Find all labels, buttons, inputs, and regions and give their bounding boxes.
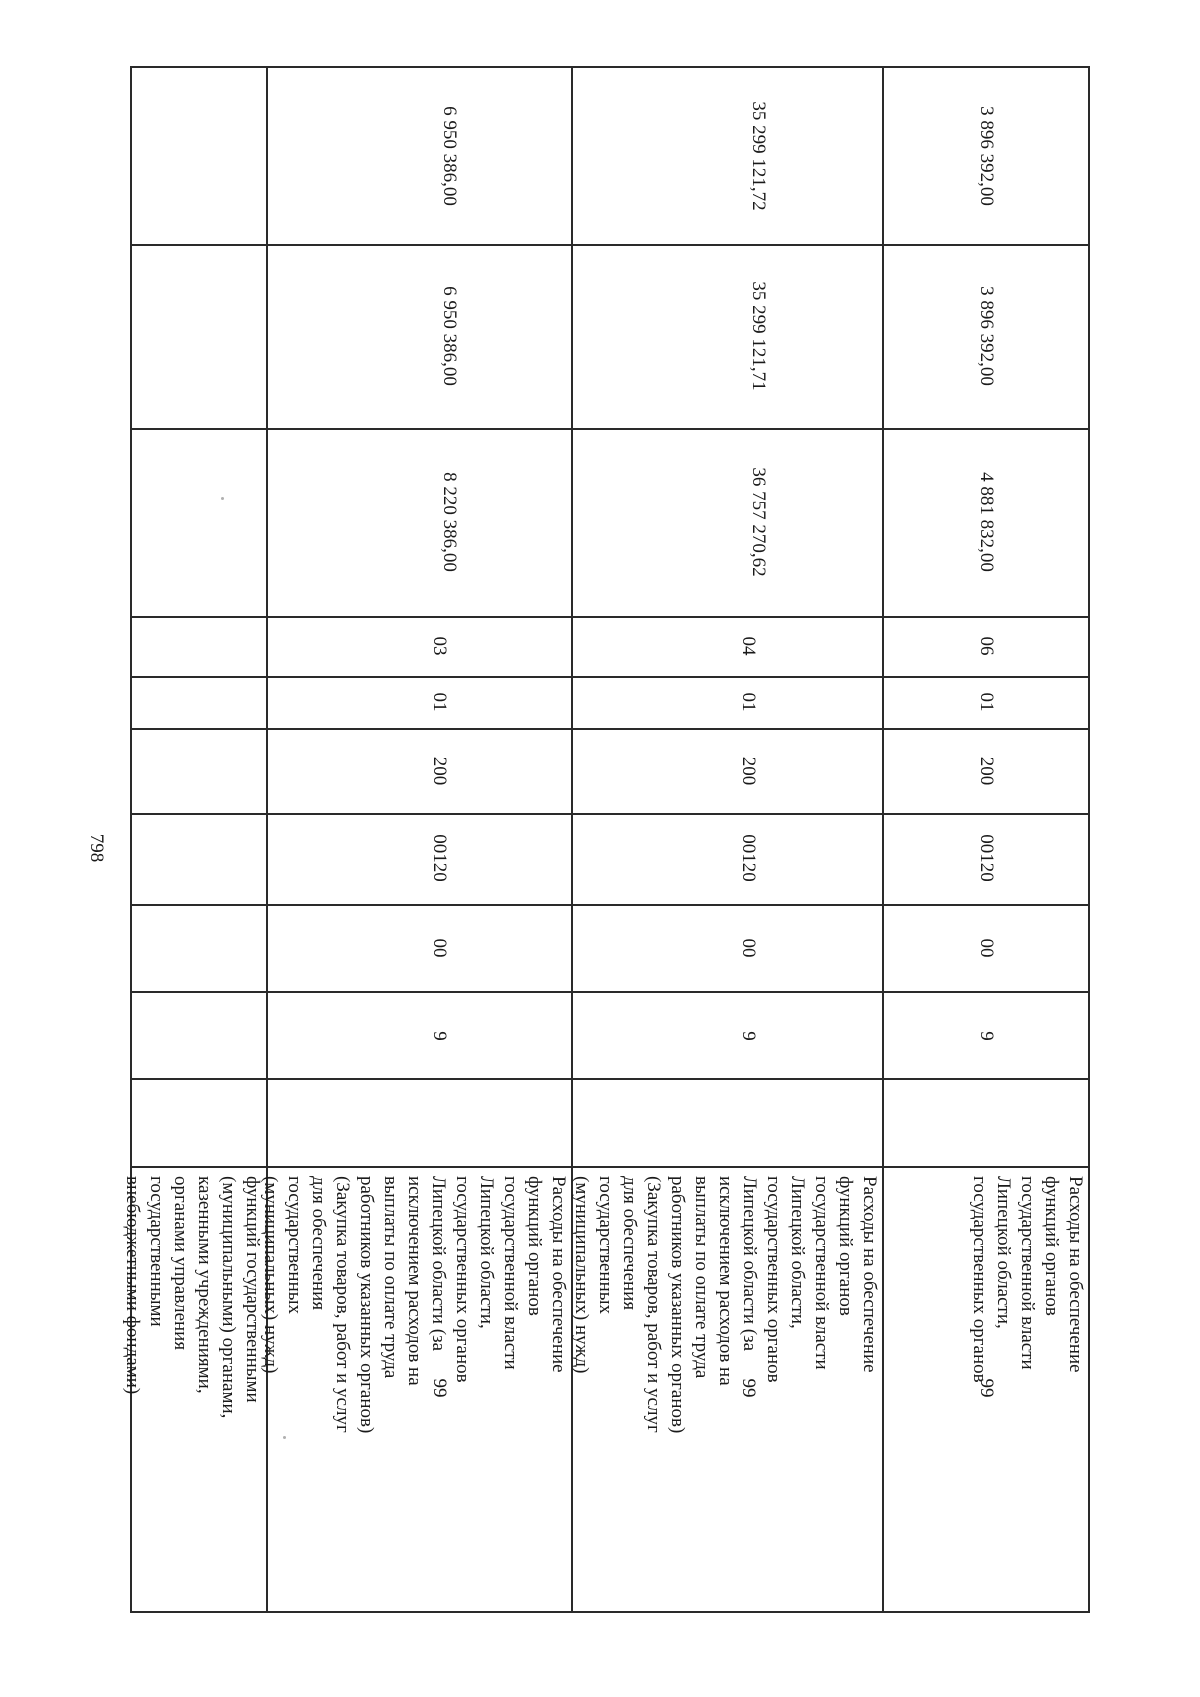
code-cell: 00 <box>976 938 997 958</box>
subsection-cell: 03 <box>429 636 450 656</box>
code-cell: 9 <box>976 1031 997 1041</box>
amount-cell: 35 299 121,72 <box>748 101 769 211</box>
table-border-right <box>1088 66 1090 1613</box>
column-divider <box>130 676 1090 678</box>
column-divider <box>130 428 1090 430</box>
amount-cell: 3 896 392,00 <box>976 286 997 386</box>
amount-cell: 35 299 121,71 <box>748 281 769 391</box>
column-divider <box>130 813 1090 815</box>
amount-cell: 6 950 386,00 <box>439 286 460 386</box>
section-cell: 01 <box>976 692 997 712</box>
column-divider <box>130 616 1090 618</box>
code-cell: 00120 <box>738 834 759 882</box>
scan-speck <box>283 1436 286 1439</box>
column-divider <box>130 244 1090 246</box>
row-description: Расходы на обеспечение функций органов государственной власти Липецкой области, государственных органов Липецкой области (за исключением расходов на выплаты по оплате труда работников указанных органов) (Закупка товаров, работ и услуг для обеспечения государственных (муниципальных) нужд) <box>260 1176 569 1434</box>
amount-cell: 4 881 832,00 <box>976 472 997 572</box>
amount-cell: 8 220 386,00 <box>439 472 460 572</box>
row-description: Расходы на обеспечение функций органов государственной власти Липецкой области, государственных органов Липецкой области (за исключением расходов на выплаты по оплате труда работников указанных органов) (Закупка товаров, работ и услуг для обеспечения государственных (муниципальных) нужд) <box>571 1176 880 1434</box>
code-cell: 99 <box>738 1378 759 1398</box>
row-divider <box>882 66 884 1613</box>
code-cell: 00 <box>429 938 450 958</box>
code-cell: 200 <box>429 756 450 786</box>
column-divider <box>130 1078 1090 1080</box>
column-divider <box>130 991 1090 993</box>
table-border-top <box>130 66 1090 68</box>
code-cell: 00 <box>738 938 759 958</box>
amount-cell: 36 757 270,62 <box>748 467 769 577</box>
row-description: функций государственными (муниципальными) органами, казенными учреждениями, органами управления государственными внебюджетными фондами) <box>122 1176 263 1419</box>
column-divider <box>130 904 1090 906</box>
section-cell: 01 <box>738 692 759 712</box>
row-description: Расходы на обеспечение функций органов государственной власти Липецкой области, государственных органов <box>969 1176 1086 1383</box>
code-cell: 9 <box>738 1031 759 1041</box>
amount-cell: 3 896 392,00 <box>976 106 997 206</box>
code-cell: 200 <box>976 756 997 786</box>
column-divider <box>130 728 1090 730</box>
section-cell: 01 <box>429 692 450 712</box>
amount-cell: 6 950 386,00 <box>439 106 460 206</box>
code-cell: 200 <box>738 756 759 786</box>
code-cell: 9 <box>429 1031 450 1041</box>
code-cell: 00120 <box>429 834 450 882</box>
code-cell: 99 <box>429 1378 450 1398</box>
subsection-cell: 06 <box>976 636 997 656</box>
table-border-bottom <box>130 1611 1090 1613</box>
page-number: 798 <box>86 833 107 863</box>
budget-table <box>122 66 1090 1613</box>
scan-speck <box>221 497 224 500</box>
column-divider <box>130 1166 1090 1168</box>
code-cell: 00120 <box>976 834 997 882</box>
subsection-cell: 04 <box>738 636 759 656</box>
code-cell: 99 <box>976 1378 997 1398</box>
